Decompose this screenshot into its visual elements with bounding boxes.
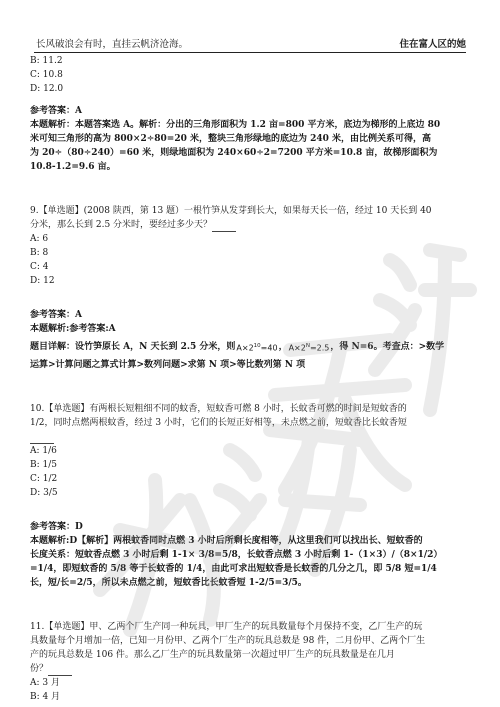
explanation-line: 长度关系：短蚊香点燃 3 小时后剩 1-1× 3/8=5/8，长蚊香点燃 3 小时后剩 1-（1×3）/（8×1/2） — [30, 550, 443, 560]
explanation-line: 米可知三角形的高为 800×2÷80=20 米，整块三角形绿地的底边为 240 米，由比例关系可得，高 — [30, 134, 432, 144]
question-stem: 分米，那么长到 2.5 分米时，要经过多少天？ — [30, 218, 468, 232]
question-stem: 9.【单选题】(2008 陕西，第 13 题）一根竹笋从发芽到长大，如果每天长一倍，经过 10 天长到 40 — [30, 206, 432, 216]
option-b: B: 4 月 — [30, 692, 61, 702]
question-10 — [30, 402, 468, 590]
question-stem: 份？ — [30, 662, 468, 676]
formula-image: $A\times 2^{10}=40$ — [236, 342, 278, 353]
formula-image: $A\times 2^N=2.5$ — [288, 342, 330, 353]
option-c: C: 1/2 — [30, 474, 58, 484]
option-a: A: 3 月 — [30, 678, 60, 688]
question-9 — [30, 204, 468, 372]
explanation-line: 长，短/长=2/5，所以未点燃之前，短蚊香比长蚊香短 1-2/5=3/5。 — [30, 578, 307, 588]
question-stem: 1/2，同时点燃两根蚊香，经过 3 小时，它们的长短正好相等，未点燃之前，短蚊香比长蚊香短 — [30, 418, 407, 428]
option-c: C: 10.8 — [30, 70, 63, 80]
explanation-line: =1/4，即短蚊香的 5/8 等于长蚊香的 1/4，由此可求出短蚊香是长蚊香的几分之几，即 5/8 短=1/4 — [30, 564, 437, 574]
option-d: D: 3/5 — [30, 488, 58, 498]
answer-label: 参考答案：A — [30, 106, 82, 116]
explanation-line: 运算>计算问题之算式计算>数列问题>求第 N 项>等比数列第 N 项 — [30, 360, 306, 370]
question-stem: 11.【单选题】甲、乙两个厂生产同一种玩具，甲厂生产的玩具数量每个月保持不变，乙厂生产的玩 — [30, 622, 423, 632]
page-header — [34, 38, 466, 52]
explanation-line: 本题解析：本题答案选 A。解析：分出的三角形面积为 1.2 亩=800 平方米，底边为梯形的上底边 80 — [30, 120, 441, 130]
question-stem: 产的玩具总数是 106 件。那么乙厂生产的玩具数量第一次超过甲厂生产的玩具数量是在几月 — [30, 650, 395, 660]
option-d: D: 12 — [30, 276, 55, 286]
question-11 — [30, 620, 468, 704]
explanation-title: 本题解析:参考答案:A — [30, 324, 116, 334]
option-b: B: 1/5 — [30, 460, 57, 470]
header-motto: 长风破浪会有时，直挂云帆济沧海。 — [36, 39, 189, 50]
option-b: B: 8 — [30, 248, 49, 258]
explanation-line: 题目详解：设竹笋原长 A，N 天长到 2.5 分米，则 $A\times 2^{10}=40$ ， $A\times 2^N=2.5$ ，得 N=6。考查点：>数学 — [30, 336, 468, 358]
option-a: A: 6 — [30, 234, 49, 244]
answer-blank — [212, 221, 236, 232]
question-stem: 10.【单选题】有两根长短粗细不同的蚊香，短蚊香可燃 8 小时，长蚊香可燃的时间是短蚊香的 — [30, 404, 407, 414]
answer-blank — [30, 433, 54, 444]
document-body — [30, 54, 468, 704]
option-a: A: 1/6 — [30, 446, 57, 456]
explanation-line: 本题解析:D【解析】两根蚊香同时点燃 3 小时后所剩长度相等，从这里我们可以找出长、短蚊香的 — [30, 536, 423, 546]
question-stem: 具数量每个月增加一倍，已知一月份甲、乙两个厂生产的玩具总数是 98 件，二月份甲、乙两个厂生 — [30, 636, 426, 646]
explanation-line: 10.8-1.2=9.6 亩。 — [30, 162, 116, 172]
option-d: D: 12.0 — [30, 84, 64, 94]
explanation-line: 为 20÷（80÷240）=60 米，则绿地面积为 240×60÷2=7200 平方米=10.8 亩，故梯形面积为 — [30, 148, 438, 158]
answer-blank-line — [30, 430, 468, 444]
option-b: B: 11.2 — [30, 56, 63, 66]
question-8 — [30, 54, 468, 174]
answer-blank — [48, 665, 72, 676]
header-divider — [34, 52, 466, 53]
option-c: C: 4 — [30, 262, 49, 272]
answer-label: 参考答案：D — [30, 522, 83, 532]
answer-label: 参考答案：A — [30, 310, 82, 320]
header-author: 住在富人区的她 — [399, 39, 466, 50]
